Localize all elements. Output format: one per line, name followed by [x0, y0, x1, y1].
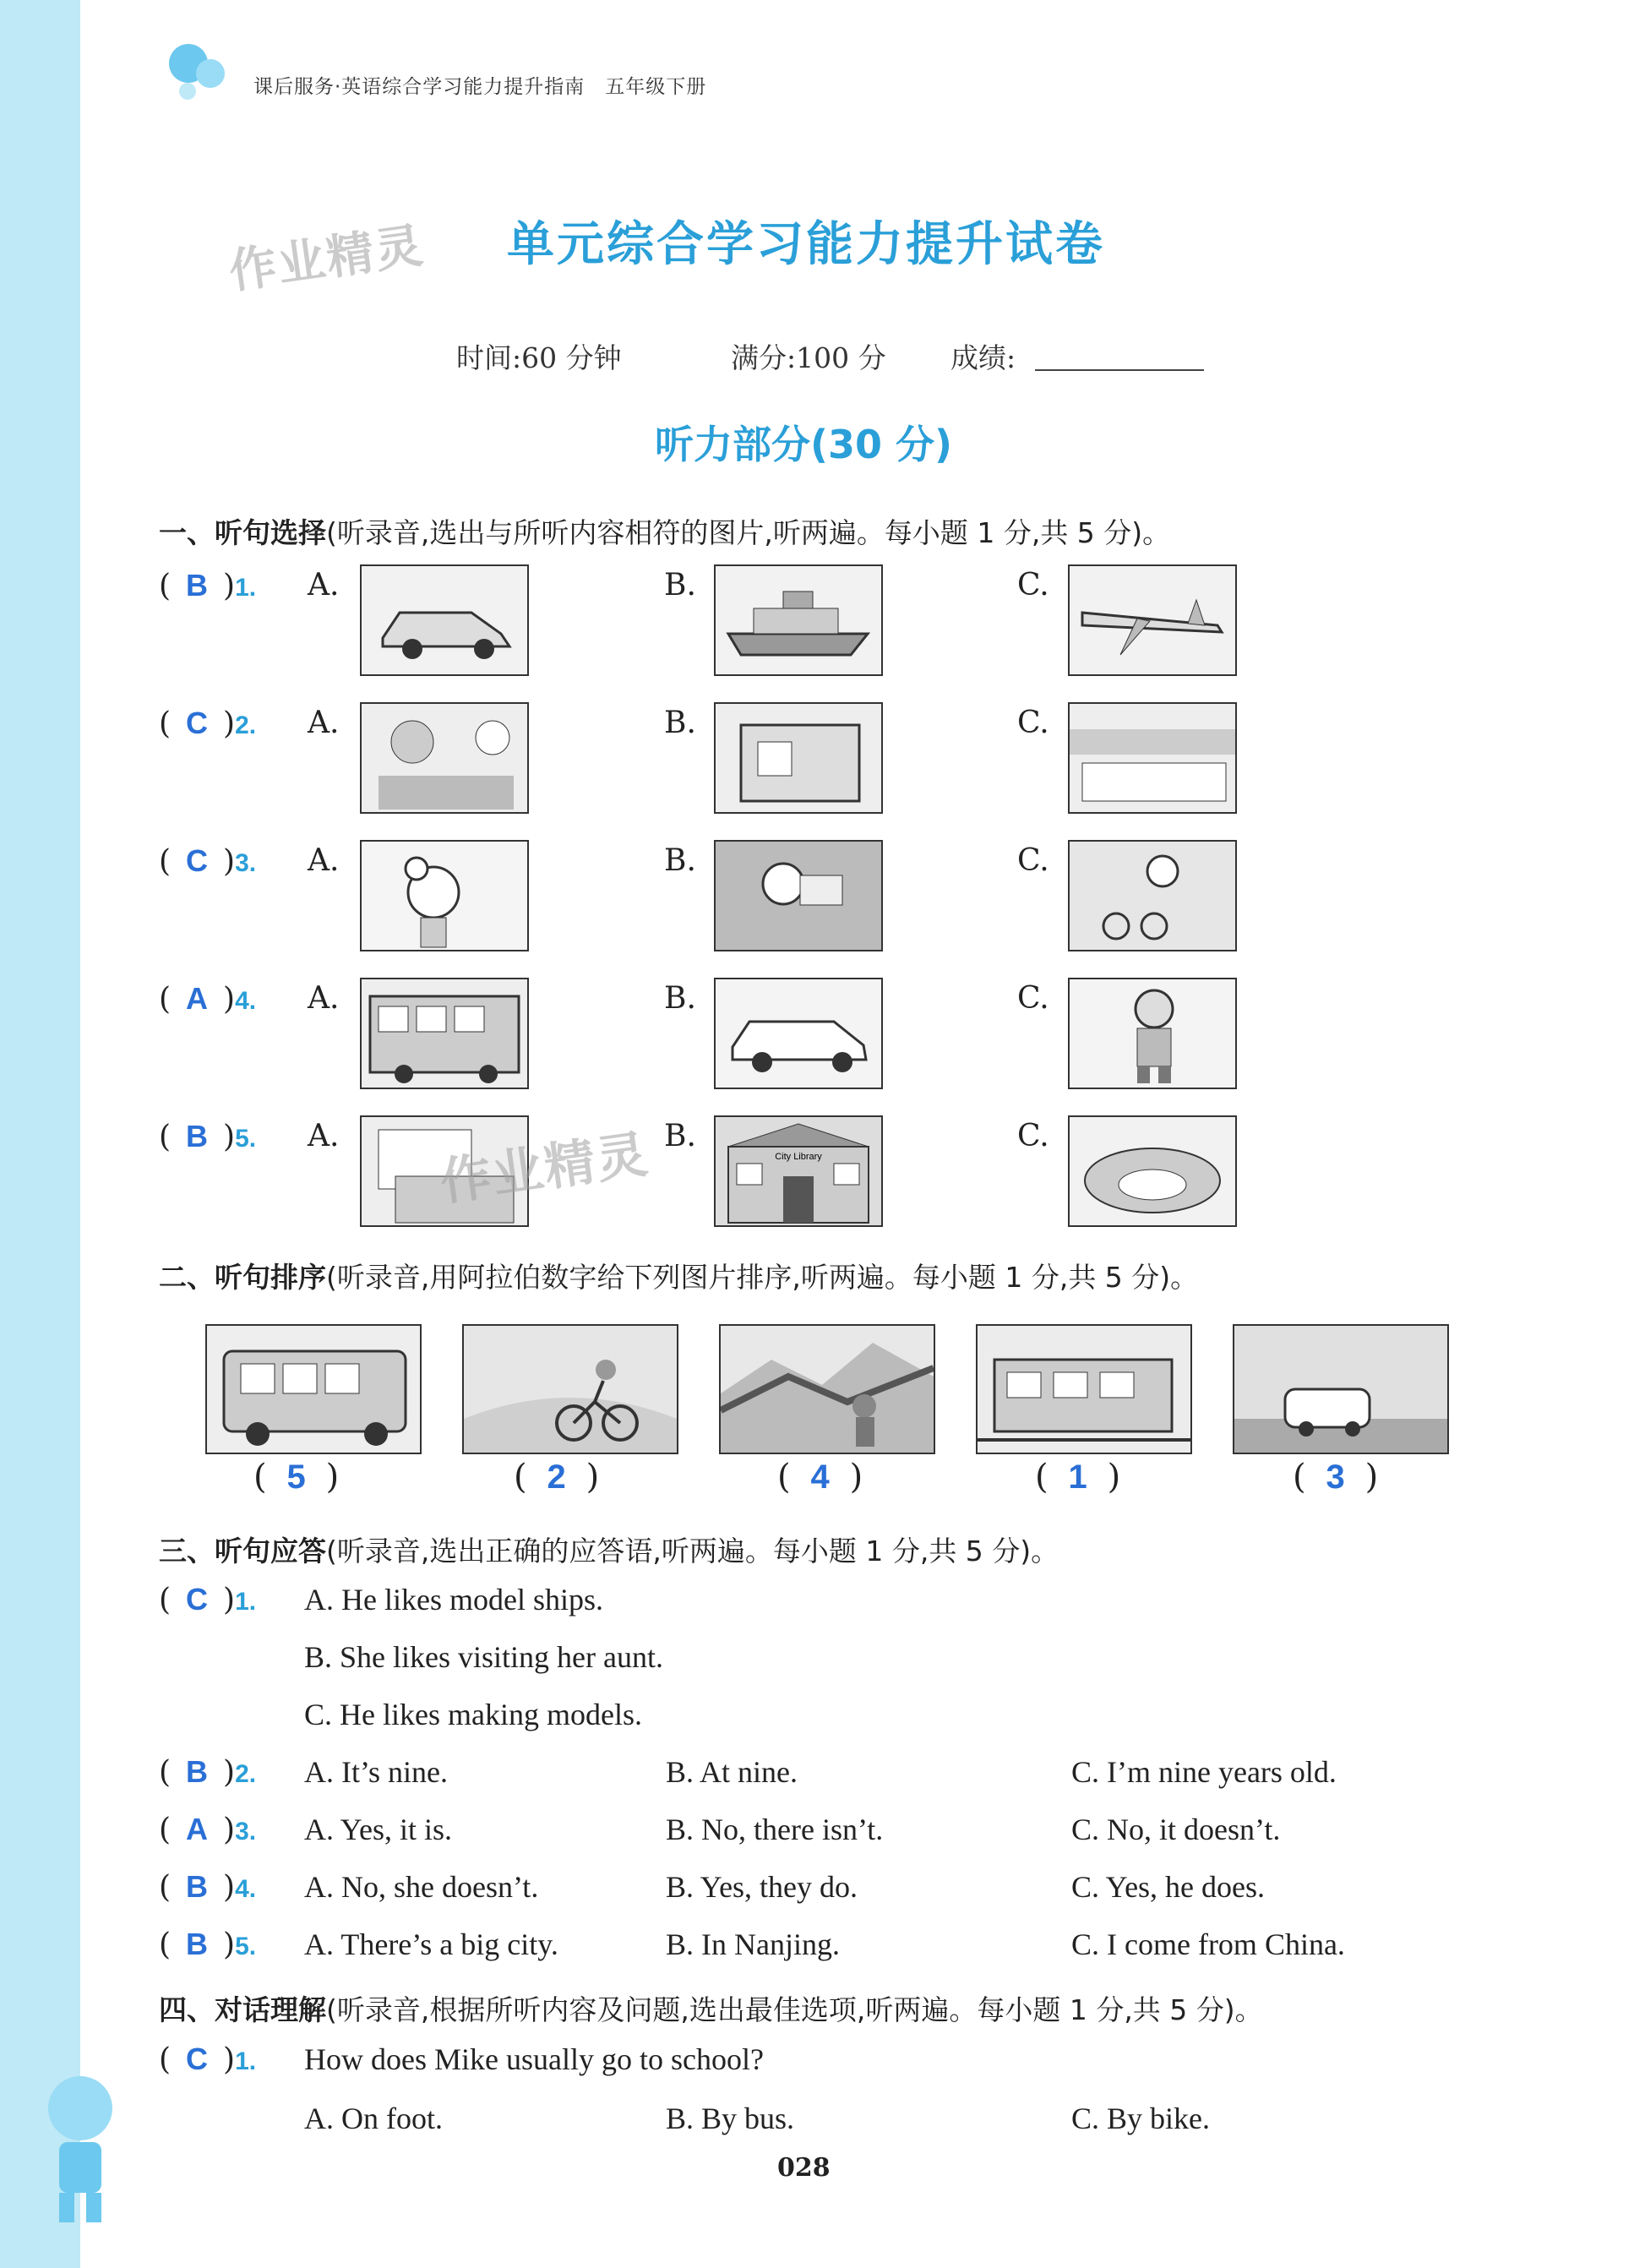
seq-answer-3: ( 4 ) — [777, 1458, 863, 1497]
score-label: 成绩: — [950, 341, 1016, 374]
bubble-icon — [196, 59, 225, 88]
sec1-option-label: A. — [308, 1119, 340, 1153]
time-limit: 时间:60 分钟 — [456, 341, 622, 374]
seq-answer-1: ( 5 ) — [253, 1458, 340, 1497]
sec1-picture — [714, 840, 883, 951]
zoo-icon — [362, 704, 527, 812]
sec1-answer-4: ( A )4. — [159, 981, 257, 1017]
sec4-q1-question: How does Mike usually go to school? — [304, 2042, 764, 2076]
sec1-option-label: B. — [664, 981, 696, 1016]
mouse-icon — [362, 842, 527, 950]
sec1-option-label: C. — [1017, 706, 1049, 740]
worker-icon — [1070, 979, 1235, 1088]
bubble-icon — [179, 83, 196, 100]
sec1-picture — [714, 1115, 883, 1227]
sec1-option-label: C. — [1017, 1119, 1049, 1153]
sec1-title: 一、听句选择(听录音,选出与所听内容相符的图片,听两遍。每小题 1 分,共 5 分)。 — [159, 516, 1171, 549]
sec1-answer-3: ( C )3. — [159, 843, 257, 879]
full-score: 满分:100 分 — [731, 341, 886, 374]
seq-picture-train — [976, 1324, 1192, 1454]
sec1-answer-2: ( C )2. — [159, 706, 257, 741]
sec1-option-label: A. — [308, 843, 340, 878]
sec1-option-label: B. — [664, 1119, 696, 1153]
great-wall-icon — [721, 1326, 934, 1453]
bike-icon — [464, 1326, 677, 1453]
seq-answer-2: ( 2 ) — [514, 1458, 600, 1497]
sec4-q1-option-c: C. By bike. — [1071, 2102, 1211, 2135]
car-icon — [362, 566, 527, 674]
seq-picture-bus — [205, 1324, 422, 1454]
bus-icon — [207, 1326, 420, 1453]
sec3-option-a: A. No, she doesn’t. — [304, 1870, 539, 1904]
seq-picture-van — [1233, 1324, 1449, 1454]
sec3-answer-3: ( A )3. — [159, 1812, 257, 1847]
sec1-option-label: C. — [1017, 981, 1049, 1016]
sec1-picture — [360, 702, 529, 814]
sec1-option-label: A. — [308, 568, 340, 602]
ship-icon — [716, 566, 881, 674]
sec1-answer-1: ( B )1. — [159, 568, 257, 603]
train-icon — [978, 1326, 1190, 1453]
sec1-answer-5: ( B )5. — [159, 1119, 257, 1154]
page-title: 单元综合学习能力提升试卷 — [507, 217, 1105, 272]
sec4-q1-answer: ( C )1. — [159, 2042, 257, 2077]
sec3-option-c: C. I come from China. — [1071, 1927, 1345, 1961]
park-icon — [1070, 704, 1235, 812]
sec3-option-c: C. No, it doesn’t. — [1071, 1813, 1281, 1846]
sec1-picture — [360, 978, 529, 1089]
mouse-fly-icon — [716, 842, 881, 950]
sec1-option-label: A. — [308, 981, 340, 1016]
sec1-picture — [714, 702, 883, 814]
sec4-title: 四、对话理解(听录音,根据所听内容及问题,选出最佳选项,听两遍。每小题 1 分,共 5 分)。 — [159, 1993, 1263, 2026]
garden-icon — [1070, 1117, 1235, 1225]
sec1-picture — [714, 564, 883, 676]
sec1-option-label: A. — [308, 706, 340, 740]
sec3-q1-option-a: A. He likes model ships. — [304, 1583, 603, 1616]
sec3-q1-answer: ( C )1. — [159, 1582, 257, 1617]
sec3-option-c: C. Yes, he does. — [1071, 1870, 1266, 1904]
cartoon-boy-icon — [25, 2062, 135, 2231]
score-blank — [1035, 369, 1204, 371]
sec1-picture — [1068, 978, 1237, 1089]
sec1-option-label: C. — [1017, 568, 1049, 602]
sec3-option-b: B. At nine. — [666, 1755, 798, 1789]
station-icon — [716, 704, 881, 812]
sec3-q1-option-c: C. He likes making models. — [304, 1698, 642, 1731]
seq-answer-4: ( 1 ) — [1035, 1458, 1121, 1497]
sec1-picture — [1068, 1115, 1237, 1227]
sec3-option-b: B. Yes, they do. — [666, 1870, 858, 1904]
sec1-picture — [1068, 564, 1237, 676]
sec3-option-b: B. In Nanjing. — [666, 1927, 840, 1961]
mouse-bike-icon — [1070, 842, 1235, 950]
sec3-q1-option-b: B. She likes visiting her aunt. — [304, 1640, 663, 1674]
sec1-picture — [360, 564, 529, 676]
seq-picture-wall — [719, 1324, 935, 1454]
sec1-option-label: B. — [664, 706, 696, 740]
side-strip — [0, 0, 80, 2268]
watermark: 作业精灵 — [226, 218, 428, 300]
sec2-title: 二、听句排序(听录音,用阿拉伯数字给下列图片排序,听两遍。每小题 1 分,共 5 分)。 — [159, 1261, 1199, 1294]
library-sign: City Library — [775, 1152, 822, 1162]
taxi-icon — [716, 979, 881, 1088]
sec3-answer-2: ( B )2. — [159, 1754, 257, 1790]
sec3-option-b: B. No, there isn’t. — [666, 1813, 884, 1846]
sec1-picture — [1068, 840, 1237, 951]
sec1-picture — [1068, 702, 1237, 814]
seq-answer-5: ( 3 ) — [1293, 1458, 1379, 1497]
sec3-option-a: A. Yes, it is. — [304, 1813, 453, 1846]
sec3-option-a: A. It’s nine. — [304, 1755, 448, 1789]
sec3-answer-4: ( B )4. — [159, 1869, 257, 1905]
library-icon — [716, 1117, 881, 1225]
watermark: 作业精灵 — [437, 1125, 653, 1213]
sec1-option-label: C. — [1017, 843, 1049, 878]
sec1-picture — [360, 840, 529, 951]
header-text: 课后服务·英语综合学习能力提升指南 五年级下册 — [253, 76, 707, 98]
sec3-option-a: A. There’s a big city. — [304, 1927, 558, 1961]
listening-heading: 听力部分(30 分) — [655, 422, 953, 467]
van-icon — [1234, 1326, 1447, 1453]
sec1-option-label: B. — [664, 568, 696, 602]
sec4-q1-option-b: B. By bus. — [666, 2102, 795, 2135]
sec4-q1-option-a: A. On foot. — [304, 2102, 443, 2135]
sec3-title: 三、听句应答(听录音,选出正确的应答语,听两遍。每小题 1 分,共 5 分)。 — [159, 1535, 1059, 1567]
bus-icon — [362, 979, 527, 1088]
sec1-option-label: B. — [664, 843, 696, 878]
sec3-option-c: C. I’m nine years old. — [1071, 1755, 1337, 1789]
sec3-answer-5: ( B )5. — [159, 1927, 257, 1962]
page-number: 028 — [777, 2153, 831, 2183]
seq-picture-bike — [462, 1324, 678, 1454]
sec1-picture — [714, 978, 883, 1089]
plane-icon — [1070, 566, 1235, 674]
